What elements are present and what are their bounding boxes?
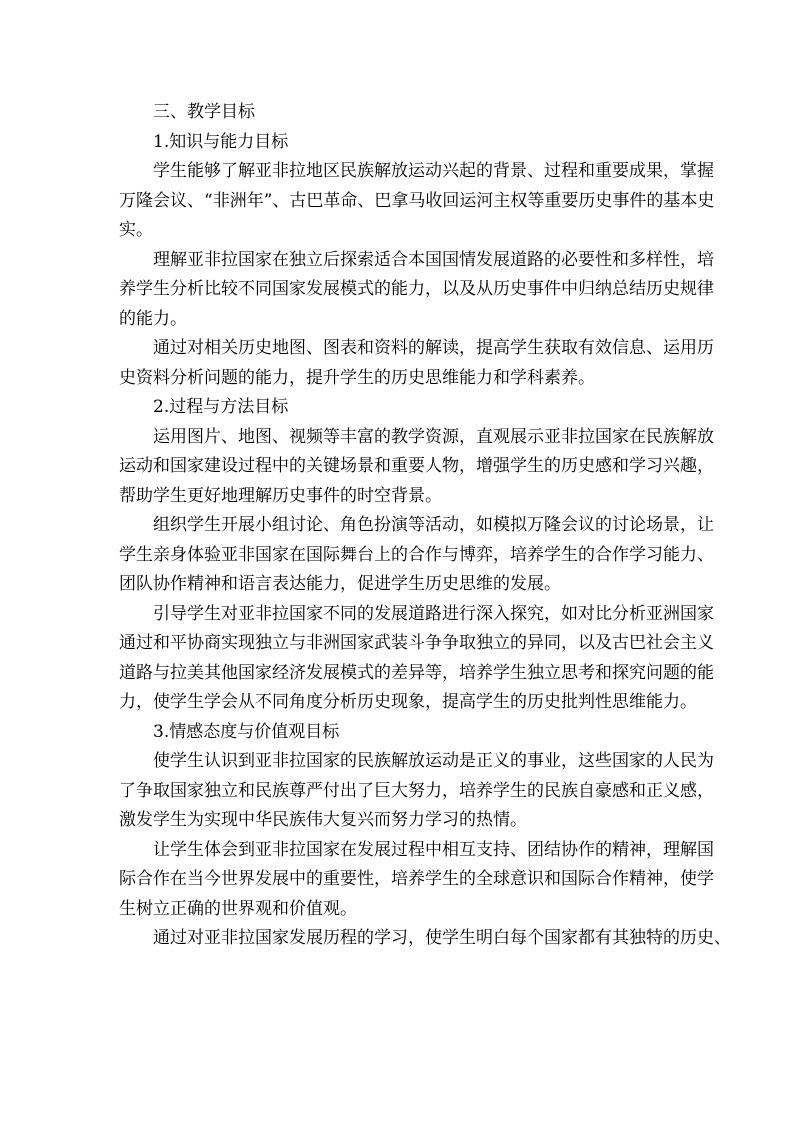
text-line: 道路与拉美其他国家经济发展模式的差异等，培养学生独立思考和探究问题的能	[119, 662, 714, 683]
subsection-heading-process: 2.过程与方法目标	[153, 397, 289, 417]
text-line: 使学生认识到亚非拉国家的民族解放运动是正义的事业，这些国家的人民为	[153, 751, 714, 771]
text-line: 运用图片、地图、视频等丰富的教学资源，直观展示亚非拉国家在民族解放	[153, 426, 714, 447]
text-line: 帮助学生更好地理解历史事件的时空背景。	[119, 485, 442, 506]
text-line: 际合作在当今世界发展中的重要性，培养学生的全球意识和国际合作精神，使学	[119, 869, 714, 889]
subsection-heading-knowledge: 1.知识与能力目标	[153, 131, 289, 152]
text-line: 通过和平协商实现独立与非洲国家武装斗争争取独立的异同，以及古巴社会主义	[119, 633, 714, 653]
paragraph-values-3	[119, 924, 731, 954]
paragraph-knowledge-2	[119, 246, 714, 335]
text-line: 力，使学生学会从不同角度分析历史现象，提高学生的历史批判性思维能力。	[119, 692, 697, 712]
text-line: 养学生分析比较不同国家发展模式的能力，以及从历史事件中归纳总结历史规律	[119, 279, 714, 299]
paragraph-knowledge-3	[119, 334, 714, 393]
paragraph-knowledge-1	[119, 157, 715, 246]
subsection-heading-values: 3.情感态度与价值观目标	[153, 721, 340, 742]
text-line: 通过对相关历史地图、图表和资料的解读，提高学生获取有效信息、运用历	[153, 338, 714, 358]
text-line: 学生亲身体验亚非国家在国际舞台上的合作与博弈，培养学生的合作学习能力、	[119, 544, 714, 565]
text-line: 万隆会议、“非洲年”、古巴革命、巴拿马收回运河主权等重要历史事件的基本史	[119, 190, 715, 211]
text-line: 团队协作精神和语言表达能力，促进学生历史思维的发展。	[119, 574, 561, 594]
text-line: 史资料分析问题的能力，提升学生的历史思维能力和学科素养。	[119, 367, 595, 388]
text-line: 了争取国家独立和民族尊严付出了巨大努力，培养学生的民族自豪感和正义感，	[119, 780, 714, 801]
text-line: 的能力。	[119, 308, 187, 329]
document-page	[119, 98, 731, 954]
text-line: 激发学生为实现中华民族伟大复兴而努力学习的热情。	[119, 810, 527, 830]
paragraph-process-3	[119, 600, 714, 718]
paragraph-process-2	[119, 511, 714, 600]
text-line: 引导学生对亚非拉国家不同的发展道路进行深入探究，如对比分析亚洲国家	[153, 603, 714, 624]
text-line: 通过对亚非拉国家发展历程的学习，使学生明白每个国家都有其独特的历史、	[153, 928, 731, 948]
paragraph-values-2	[119, 836, 714, 925]
paragraph-process-1	[119, 423, 714, 512]
text-line: 让学生体会到亚非拉国家在发展过程中相互支持、团结协作的精神，理解国	[153, 839, 714, 860]
section-heading: 三、教学目标	[153, 102, 255, 122]
text-line: 生树立正确的世界观和价值观。	[119, 898, 357, 919]
text-line: 运动和国家建设过程中的关键场景和重要人物，增强学生的历史感和学习兴趣，	[119, 456, 714, 476]
text-line: 学生能够了解亚非拉地区民族解放运动兴起的背景、过程和重要成果，掌握	[153, 161, 714, 181]
paragraph-values-1	[119, 747, 714, 836]
text-line: 理解亚非拉国家在独立后探索适合本国国情发展道路的必要性和多样性，培	[153, 249, 714, 270]
text-line: 组织学生开展小组讨论、角色扮演等活动，如模拟万隆会议的讨论场景，让	[153, 515, 714, 535]
text-line: 实。	[119, 220, 153, 240]
